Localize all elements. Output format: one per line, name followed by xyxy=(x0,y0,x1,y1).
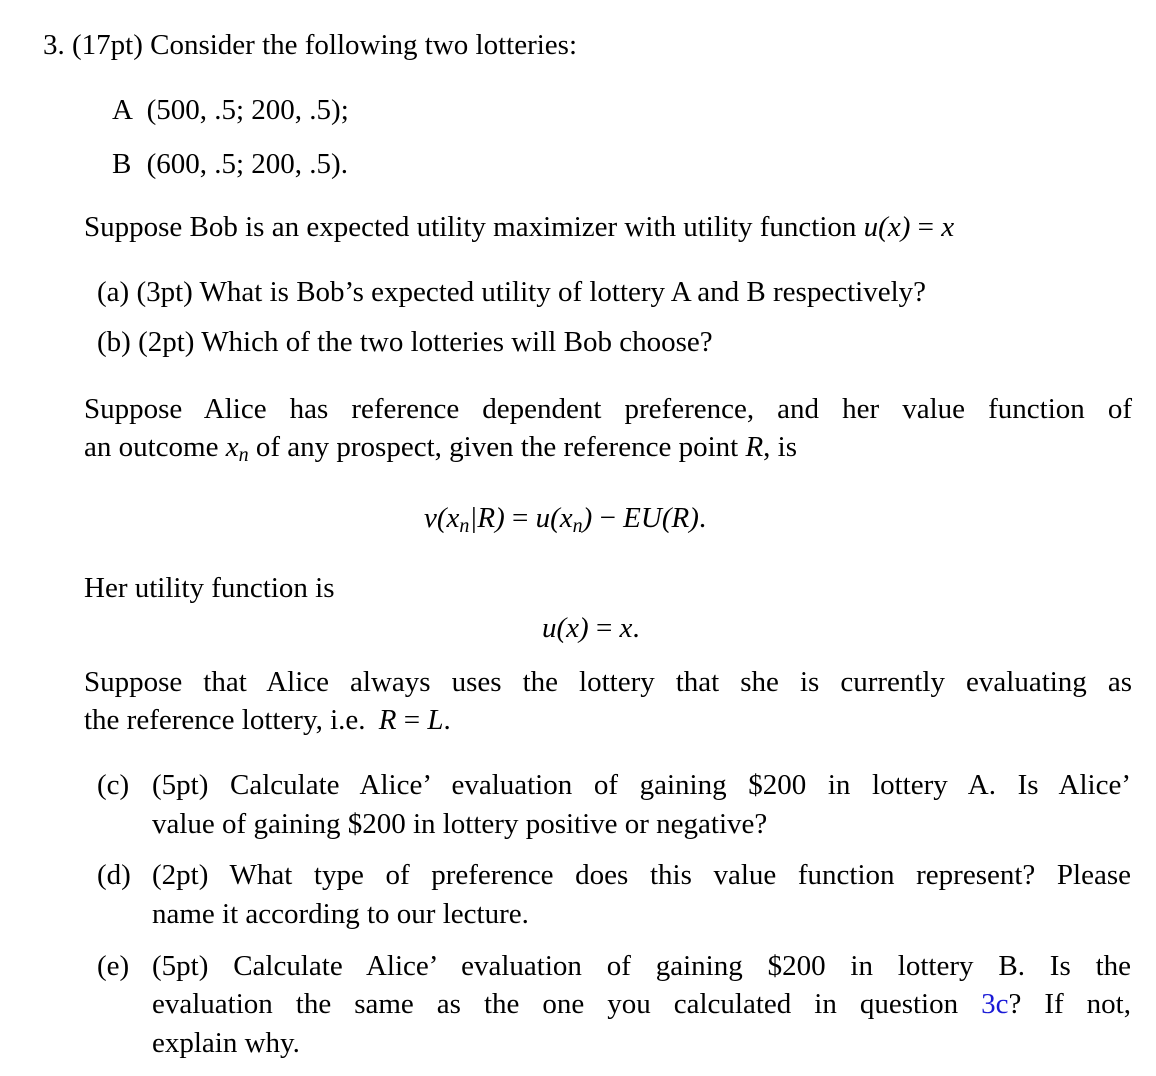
question-text: What is Bob’s expected utility of lottery A and B respectively? xyxy=(199,276,926,308)
question-text: What type of preference does this value function represent? Please xyxy=(229,859,1131,891)
bob-intro-text: Suppose Bob is an expected utility maximizer with utility function xyxy=(84,211,857,243)
question-label: (c) xyxy=(97,769,130,801)
question-c-line1 xyxy=(152,767,1131,803)
alice-text: , is xyxy=(763,431,797,463)
question-b xyxy=(97,324,713,360)
reference-paragraph-line2 xyxy=(84,702,451,738)
question-a xyxy=(97,274,926,310)
problem-number: 3. xyxy=(43,29,65,61)
problem-header xyxy=(43,27,577,63)
question-text: evaluation the same as the one you calculated in question xyxy=(152,988,959,1020)
lottery-a xyxy=(112,92,349,128)
reference-equation: R = L. xyxy=(378,704,451,736)
question-e-line3: explain why. xyxy=(152,1027,300,1059)
problem-points: (17pt) xyxy=(72,29,143,61)
question-d xyxy=(97,857,131,893)
reference-text: the reference lottery, i.e. xyxy=(84,704,366,736)
question-points: (3pt) xyxy=(136,276,193,308)
question-text: Calculate Alice’ evaluation of gaining $200 in lottery A. Is Alice’ xyxy=(230,769,1131,801)
question-label: (d) xyxy=(97,859,131,891)
alice-text: of any prospect, given the reference point xyxy=(255,431,739,463)
question-c-line2: value of gaining $200 in lottery positive or negative? xyxy=(152,808,768,840)
reference-paragraph-line1: Suppose that Alice always uses the lottery that she is currently evaluating as xyxy=(84,666,1132,698)
question-points: (2pt) xyxy=(152,859,209,891)
question-points: (5pt) xyxy=(152,769,209,801)
problem-intro: Consider the following two lotteries: xyxy=(150,29,578,61)
question-d-line2: name it according to our lecture. xyxy=(152,898,529,930)
bob-utility-rhs: x xyxy=(941,211,955,243)
alice-text: an outcome xyxy=(84,431,219,463)
question-reference-link[interactable]: 3c xyxy=(981,988,1009,1020)
question-points: (5pt) xyxy=(152,950,209,982)
lottery-definition: (500, .5; 200, .5); xyxy=(146,94,349,126)
question-label: (b) xyxy=(97,326,131,358)
bob-utility-lhs: u(x) xyxy=(863,211,911,243)
question-d-line1 xyxy=(152,857,1131,893)
lottery-label: B xyxy=(112,148,132,180)
question-label: (a) xyxy=(97,276,130,308)
utility-equation: u(x) = x. xyxy=(542,612,640,644)
bob-utility-eq: = xyxy=(917,211,934,243)
utility-intro: Her utility function is xyxy=(84,572,335,604)
question-label: (e) xyxy=(97,950,130,982)
outcome-variable: $x_n$ xyxy=(225,431,249,466)
question-c xyxy=(97,767,129,803)
lottery-label: A xyxy=(112,94,132,126)
lottery-definition: (600, .5; 200, .5). xyxy=(146,148,348,180)
question-text: Which of the two lotteries will Bob choose? xyxy=(201,326,713,358)
alice-paragraph-line1: Suppose Alice has reference dependent preference, and her value function of xyxy=(84,393,1132,425)
lottery-b xyxy=(112,146,348,182)
question-points: (2pt) xyxy=(138,326,195,358)
question-e-line2 xyxy=(152,986,1131,1022)
alice-paragraph-line2 xyxy=(84,429,797,465)
question-text: Calculate Alice’ evaluation of gaining $200 in lottery B. Is the xyxy=(233,950,1131,982)
question-e-line1 xyxy=(152,948,1131,984)
value-function-equation: $v(x_n|R) = u(x_n) - EU(R)$. xyxy=(424,502,707,537)
question-e xyxy=(97,948,129,984)
reference-point-variable: R xyxy=(745,431,764,463)
bob-intro xyxy=(84,209,954,245)
question-text: ? If not, xyxy=(1008,988,1131,1020)
